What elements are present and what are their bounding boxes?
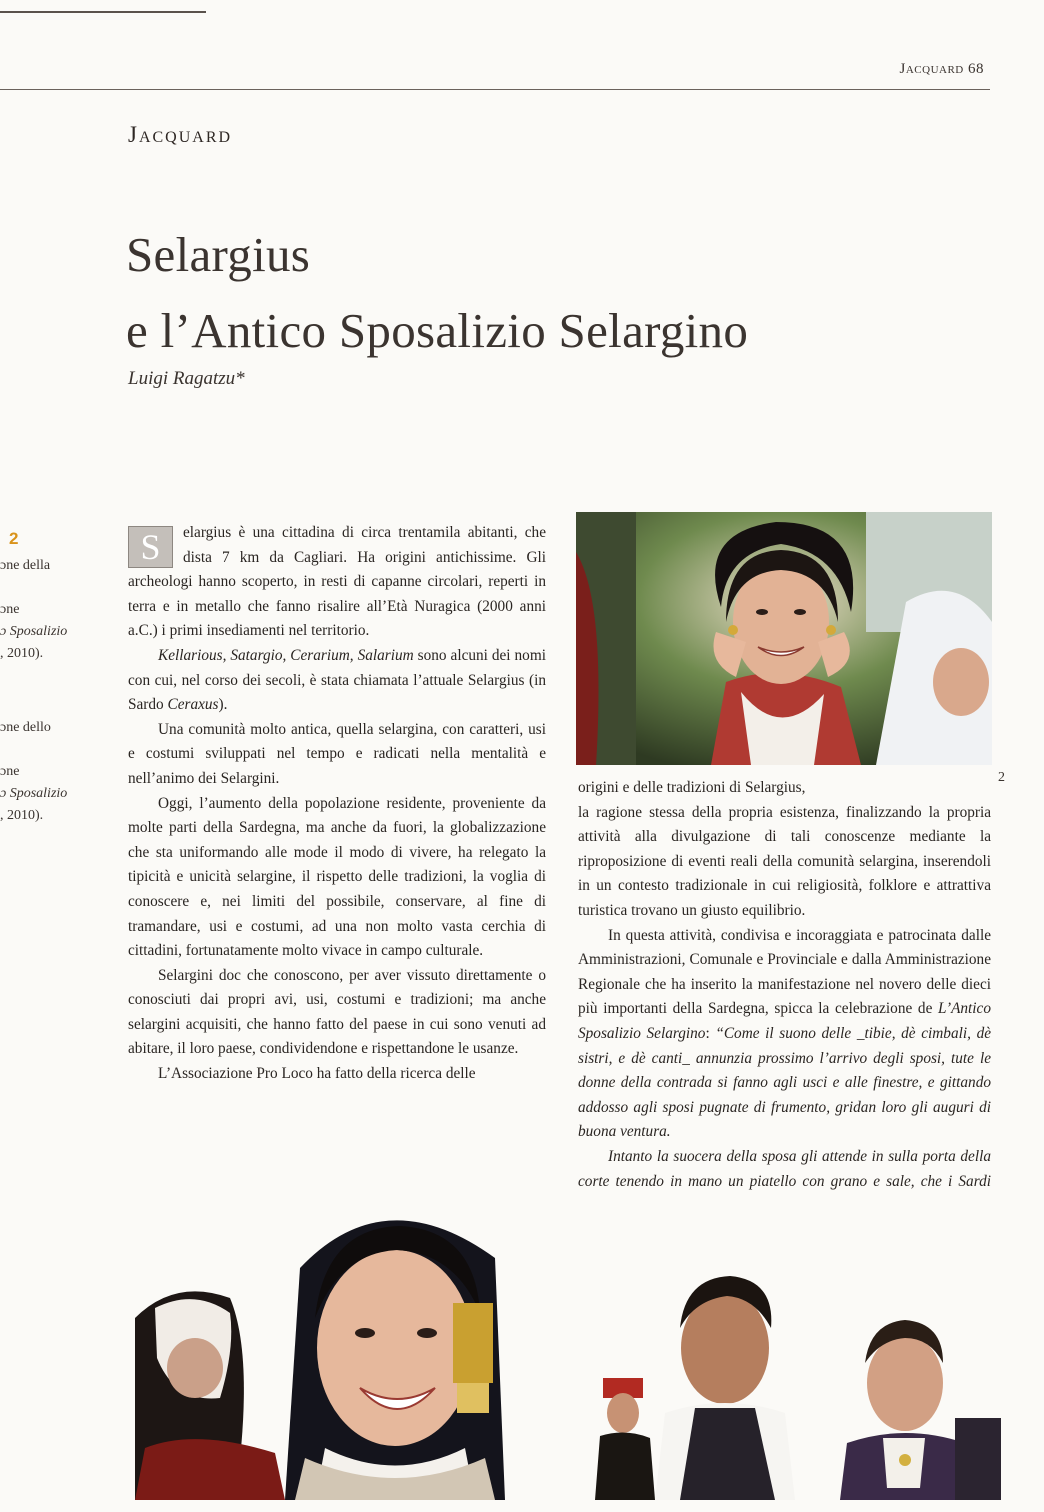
- paragraph: Una comunità molto antica, quella selargina, con caratteri, usi e costumi sviluppati nel tempo e radicati nella mentalità e nell’animo dei Selargini.: [128, 720, 546, 787]
- quotation: “Come il suono delle _tibie, dè cimbali, dè sistri, e dè canti_ annunzia prossimo l’arrivo degli sposi, tute le donne della contrada si fanno agli usci e alle finestre, e gittando addosso agli sposi pugnate di frumento, gridan loro gli auguri di buona ventura.: [578, 1024, 992, 1141]
- photo-image: [135, 1198, 1001, 1500]
- paragraph: [128, 521, 546, 644]
- caption-line: ɔne dello: [0, 720, 51, 735]
- paragraph-text: origini e delle tradizioni di Selargius,: [578, 779, 806, 796]
- paragraph-text: ).: [218, 696, 228, 714]
- running-head: [900, 61, 984, 78]
- photo-caption-number: 2: [998, 770, 1005, 785]
- caption-number: 2: [9, 529, 19, 548]
- paragraph-text: :: [705, 1024, 716, 1042]
- paragraph-text: sono alcuni dei nomi con cui, nel corso dei secoli, è stata chiamata l’attuale Selargius (in Sardo: [128, 646, 546, 714]
- title-line-1: Selargius: [126, 227, 311, 282]
- photo-wedding-group: [135, 1198, 1001, 1500]
- photo-bride-earrings: [576, 512, 992, 765]
- section-label: Jacquard: [128, 122, 233, 147]
- paragraph: Selargini doc che conoscono, per aver vissuto direttamente o conosciuti dai propri avi, usi, costumi e tradizioni; ma anche selargini acquisiti, che hanno fatto del paese in cui sono venuti ad abitare, il loro paese, condividendone e rispettandone le usanze.: [128, 966, 546, 1058]
- article-column-2: [578, 776, 991, 1219]
- article-author: Luigi Ragatzu*: [128, 368, 245, 389]
- margin-caption-fragment: [0, 528, 100, 827]
- article-column-1: [128, 521, 546, 1087]
- title-line-2: e l’Antico Sposalizio Selargino: [126, 303, 749, 358]
- event-title: L’Antico Sposalizio Selargino: [578, 1000, 991, 1042]
- caption-line: ɔ Sposalizio: [0, 786, 68, 801]
- paragraph: [578, 924, 991, 1145]
- caption-line: ɔne: [0, 602, 20, 617]
- article-title: [126, 217, 748, 369]
- paragraph-text: In questa attività, condivisa e incoraggiata e patrocinata dalle Amministrazioni, Comunale e Provinciale e dalla Amministrazione Regionale che ha inserito la manifestazione nel novero delle dieci più importanti della Sardegna, spicca la celebrazione de: [578, 926, 991, 1018]
- caption-line: , 2010).: [0, 646, 44, 661]
- photo-image: [576, 512, 992, 765]
- drop-cap: S: [128, 526, 173, 568]
- running-head-title: Jacquard: [899, 61, 964, 77]
- page-number: 68: [968, 61, 984, 77]
- paragraph-text: elargius è una cittadina di circa trentamila abitanti, che dista 7 km da Cagliari. Ha origini antichissime. Gli archeologi hanno scoperto, in resti di capanne circolari, reperti in terra e in metallo che fanno risalire all’Età Nuragica (2000 anni a.C.) i primi insediamenti nel territorio.: [128, 524, 546, 640]
- header-rule: [0, 89, 990, 90]
- caption-line: , 2010).: [0, 808, 44, 823]
- paragraph: Oggi, l’aumento della popolazione residente, proveniente da molte parti della Sardegna, ma anche da fuori, la globalizzazione che sta uniformando alle mode il modo di vivere, ha relegato la tipicità e unicità selargine, il rispetto delle tradizioni, la voglia di conoscere e, nei limiti del possibile, conservare, al fine di tramandare, usi e costumi, ad una non molto vasta cerchia di cittadini, fortunatamente molto vivace in campo culturale.: [128, 794, 546, 960]
- paragraph-text: la ragione stessa della propria esistenza, finalizzando la propria attività alla divulgazione di tali conoscenze mediante la riproposizione di eventi reali della comunità selargina, inserendoli in un contesto tradizionale in cui religiosità, folklore e attrattiva turistica trovano un giusto equilibrio.: [578, 803, 991, 919]
- sardinian-name: Ceraxus: [167, 696, 219, 714]
- caption-line: ɔ Sposalizio: [0, 624, 68, 639]
- top-left-rule: [0, 11, 206, 13]
- caption-line: ɔne: [0, 764, 20, 779]
- ancient-names: Kellarious, Satargio, Cerarium, Salarium: [158, 646, 414, 664]
- paragraph: [578, 776, 991, 924]
- paragraph: L’Associazione Pro Loco ha fatto della ricerca delle: [158, 1065, 476, 1083]
- quotation: Intanto la suocera della sposa gli attende in sulla porta della corte tenendo in mano un piatello con grano e sale, che i Sardi: [578, 1147, 991, 1190]
- caption-line: ɔne della: [0, 558, 51, 573]
- paragraph: [128, 644, 546, 718]
